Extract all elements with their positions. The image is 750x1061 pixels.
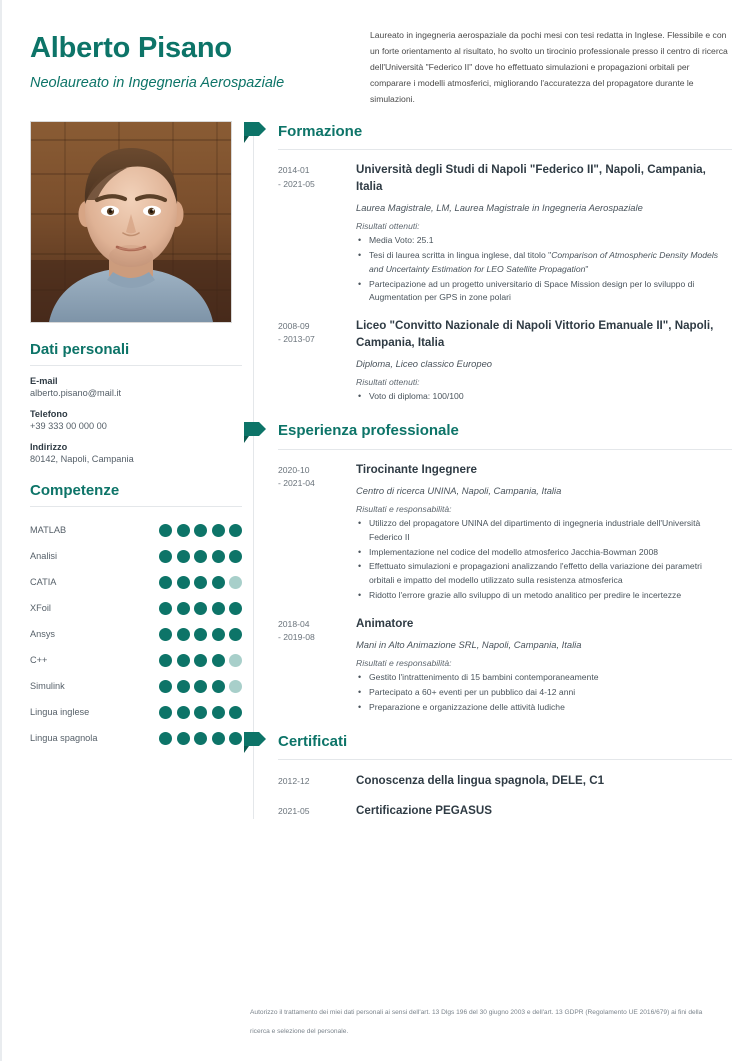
skill-row xyxy=(30,621,242,647)
skill-rating xyxy=(159,628,242,641)
entry-date xyxy=(278,616,356,716)
rating-dot-filled xyxy=(229,628,242,641)
results-label: Risultati e responsabilità: xyxy=(356,658,452,669)
flag-marker-icon xyxy=(242,421,268,441)
skill-row xyxy=(30,699,242,725)
contact-address xyxy=(30,442,242,464)
rating-dot-filled xyxy=(177,732,190,745)
skill-label: CATIA xyxy=(30,577,57,588)
results-label: Risultati e responsabilità: xyxy=(356,504,452,515)
contact-value[interactable]: +39 333 00 000 00 xyxy=(30,421,107,432)
profile-photo xyxy=(31,122,231,322)
skill-label: Ansys xyxy=(30,629,56,640)
rating-dot-filled xyxy=(177,680,190,693)
main-content xyxy=(242,121,732,819)
education-entry xyxy=(264,150,732,306)
bullet-list xyxy=(356,390,726,404)
skill-label: XFoil xyxy=(30,603,51,614)
contact-label: Telefono xyxy=(30,409,68,420)
skill-row xyxy=(30,647,242,673)
entry-date xyxy=(278,462,356,604)
rating-dot-filled xyxy=(229,732,242,745)
skill-label: Lingua inglese xyxy=(30,707,90,718)
skill-label: MATLAB xyxy=(30,525,67,536)
rating-dot-empty xyxy=(229,654,242,667)
date-end: - 2021-05 xyxy=(278,178,315,189)
skill-rating xyxy=(159,602,242,615)
entry-date xyxy=(278,162,356,306)
rating-dot-filled xyxy=(177,524,190,537)
entry-body xyxy=(356,162,732,306)
contact-label: E-mail xyxy=(30,376,58,387)
experience-entry xyxy=(264,450,732,604)
rating-dot-filled xyxy=(194,576,207,589)
rating-dot-filled xyxy=(212,732,225,745)
entry-title: Liceo "Convitto Nazionale di Napoli Vittorio Emanuale II", Napoli, Campania, Italia xyxy=(356,319,714,349)
contact-value[interactable]: alberto.pisano@mail.it xyxy=(30,388,122,399)
bullet-item: • Effettuato simulazioni e propagazioni analizzando l'effetto della variazione dei parametri orbitali e impatto del modello utilizzato sulla resistenza atmosferica xyxy=(356,560,726,588)
rating-dot-filled xyxy=(212,680,225,693)
results-label: Risultati ottenuti: xyxy=(356,221,420,232)
entry-date: 2021-05 xyxy=(278,805,310,816)
rating-dot-filled xyxy=(212,524,225,537)
rating-dot-filled xyxy=(194,524,207,537)
rating-dot-filled xyxy=(229,706,242,719)
certificates-section xyxy=(264,731,732,819)
rating-dot-filled xyxy=(177,550,190,563)
bullet-item: • Implementazione nel codice del modello atmosferico Jacchia-Bowman 2008 xyxy=(356,546,726,560)
bullet-list xyxy=(356,671,726,714)
skill-row xyxy=(30,725,242,751)
education-section xyxy=(264,121,732,404)
rating-dot-filled xyxy=(159,576,172,589)
job-title: Neolaureato in Ingegneria Aerospaziale xyxy=(30,75,285,92)
rating-dot-filled xyxy=(159,524,172,537)
rating-dot-filled xyxy=(194,680,207,693)
contact-label: Indirizzo xyxy=(30,442,68,453)
date-start: 2020-10 xyxy=(278,464,310,475)
page-title: Alberto Pisano xyxy=(30,32,232,64)
contact-value: 80142, Napoli, Campania xyxy=(30,454,134,465)
skill-rating xyxy=(159,732,242,745)
skill-label: C++ xyxy=(30,655,48,666)
divider xyxy=(30,365,242,366)
section-header xyxy=(242,121,732,141)
entry-title: Università degli Studi di Napoli "Federico II", Napoli, Campania, Italia xyxy=(356,163,706,193)
skills-list xyxy=(30,517,242,751)
education-entry xyxy=(264,306,732,405)
cv-body xyxy=(2,107,750,819)
rating-dot-filled xyxy=(159,628,172,641)
rating-dot-filled xyxy=(212,628,225,641)
rating-dot-filled xyxy=(159,706,172,719)
skills-section xyxy=(30,482,242,751)
entry-date xyxy=(278,318,356,405)
certificate-entry xyxy=(264,760,732,789)
rating-dot-filled xyxy=(159,680,172,693)
entry-body xyxy=(356,318,732,405)
section-title: Esperienza professionale xyxy=(278,422,459,440)
skill-rating xyxy=(159,576,242,589)
bullet-item: • Preparazione e organizzazione delle attività ludiche xyxy=(356,701,726,715)
rating-dot-filled xyxy=(177,576,190,589)
bullet-item: • Utilizzo del propagatore UNINA del dipartimento di ingegneria industriale dell'Università Federico II xyxy=(356,517,726,545)
entry-body xyxy=(356,616,732,716)
bullet-item: • Partecipazione ad un progetto universitario di Space Mission design per lo sviluppo di Augmentation per GPS in zone polari xyxy=(356,278,726,306)
rating-dot-filled xyxy=(229,524,242,537)
profile-summary: Laureato in ingegneria aerospaziale da pochi mesi con tesi redatta in Inglese. Flessibile e con un forte orientamento al risultato, ho svolto un tirocinio professionale presso il centro di ricerca dell'Università "Federico II" dove ho effettuato simulazioni e propagazioni orbitali per comparare i modelli atmosferici, migliorando l'accuratezza del propagatore durante le simulazioni. xyxy=(370,30,728,104)
skill-rating xyxy=(159,654,242,667)
certificate-title: Certificazione PEGASUS xyxy=(356,803,492,817)
flag-marker-icon xyxy=(242,121,268,141)
rating-dot-filled xyxy=(212,706,225,719)
footer-consent: Autorizzo il trattamento dei miei dati personali ai sensi dell'art. 13 Dlgs 196 del 30 giugno 2003 e dell'art. 13 GDPR (Regolamento UE 2016/679) ai fini della ricerca e selezione del personale. xyxy=(250,1008,703,1035)
bullet-item: • Partecipato a 60+ eventi per un pubblico dai 4-12 anni xyxy=(356,686,726,700)
rating-dot-filled xyxy=(194,654,207,667)
rating-dot-filled xyxy=(177,654,190,667)
rating-dot-filled xyxy=(212,654,225,667)
rating-dot-filled xyxy=(159,732,172,745)
bullet-list xyxy=(356,234,726,305)
rating-dot-empty xyxy=(229,680,242,693)
date-start: 2018-04 xyxy=(278,618,310,629)
entry-title: Animatore xyxy=(356,616,414,630)
section-heading-personal: Dati personali xyxy=(30,341,130,359)
skill-rating xyxy=(159,680,242,693)
skill-row xyxy=(30,673,242,699)
skill-label: Analisi xyxy=(30,551,58,562)
entry-body xyxy=(356,462,732,604)
section-title: Formazione xyxy=(278,122,363,140)
bullet-list xyxy=(356,517,726,603)
rating-dot-filled xyxy=(212,576,225,589)
contact-phone xyxy=(30,409,242,431)
bullet-item: • Tesi di laurea scritta in lingua inglese, dal titolo "Comparison of Atmospheric Density Models and Uncertainty Estimation for LEO Satellite Propagation" xyxy=(356,249,726,277)
section-heading-skills: Competenze xyxy=(30,482,120,500)
experience-section xyxy=(264,421,732,716)
rating-dot-filled xyxy=(177,602,190,615)
rating-dot-filled xyxy=(194,550,207,563)
skill-rating xyxy=(159,524,242,537)
bullet-item: • Media Voto: 25.1 xyxy=(356,234,726,248)
section-header xyxy=(242,421,732,441)
experience-entry xyxy=(264,604,732,716)
rating-dot-filled xyxy=(177,706,190,719)
skill-row xyxy=(30,543,242,569)
date-end: - 2019-08 xyxy=(278,632,315,643)
date-end: - 2013-07 xyxy=(278,334,315,345)
rating-dot-filled xyxy=(194,628,207,641)
entry-title: Tirocinante Ingegnere xyxy=(356,462,477,476)
rating-dot-filled xyxy=(159,654,172,667)
skill-label: Lingua spagnola xyxy=(30,733,98,744)
results-label: Risultati ottenuti: xyxy=(356,377,420,388)
skill-row xyxy=(30,569,242,595)
sidebar xyxy=(30,121,242,819)
bullet-item: • Voto di diploma: 100/100 xyxy=(356,390,726,404)
rating-dot-filled xyxy=(212,602,225,615)
rating-dot-filled xyxy=(212,550,225,563)
rating-dot-filled xyxy=(229,602,242,615)
entry-subtitle: Diploma, Liceo classico Europeo xyxy=(356,358,493,370)
skill-row xyxy=(30,595,242,621)
date-start: 2014-01 xyxy=(278,165,310,176)
entry-date: 2012-12 xyxy=(278,776,310,787)
section-title: Certificati xyxy=(278,732,348,750)
avatar xyxy=(30,121,232,323)
rating-dot-empty xyxy=(229,576,242,589)
personal-data-section xyxy=(30,341,242,464)
header-identity xyxy=(30,26,370,107)
skill-rating xyxy=(159,550,242,563)
cv-header xyxy=(2,0,750,107)
rating-dot-filled xyxy=(159,602,172,615)
bullet-item: • Gestito l'intrattenimento di 15 bambini contemporaneamente xyxy=(356,671,726,685)
rating-dot-filled xyxy=(194,602,207,615)
bullet-item: • Ridotto l'errore grazie allo sviluppo di un metodo analitico per predire le incertezze xyxy=(356,589,726,603)
entry-subtitle: Laurea Magistrale, LM, Laurea Magistrale in Ingegneria Aerospaziale xyxy=(356,202,643,214)
skill-row xyxy=(30,517,242,543)
rating-dot-filled xyxy=(177,628,190,641)
divider xyxy=(30,506,242,507)
certificate-entry xyxy=(264,790,732,819)
rating-dot-filled xyxy=(159,550,172,563)
skill-label: Simulink xyxy=(30,681,65,692)
section-header xyxy=(242,731,732,751)
date-end: - 2021-04 xyxy=(278,478,315,489)
rating-dot-filled xyxy=(229,550,242,563)
contact-email xyxy=(30,376,242,398)
entry-subtitle: Centro di ricerca UNINA, Napoli, Campania, Italia xyxy=(356,485,562,497)
flag-marker-icon xyxy=(242,731,268,751)
rating-dot-filled xyxy=(194,706,207,719)
certificate-title: Conoscenza della lingua spagnola, DELE, C1 xyxy=(356,774,605,788)
rating-dot-filled xyxy=(194,732,207,745)
skill-rating xyxy=(159,706,242,719)
entry-subtitle: Mani in Alto Animazione SRL, Napoli, Campania, Italia xyxy=(356,639,582,651)
date-start: 2008-09 xyxy=(278,321,310,332)
